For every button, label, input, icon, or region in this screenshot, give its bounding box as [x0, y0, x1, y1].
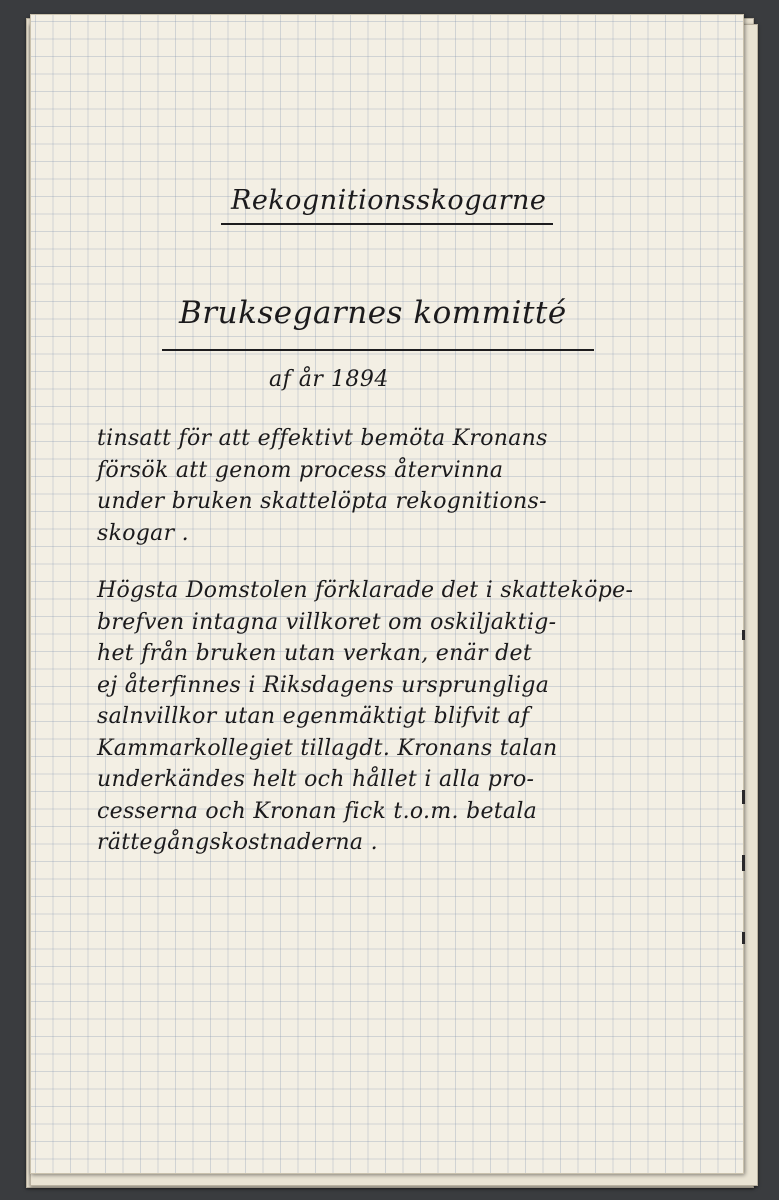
paragraph-line: försök att genom process återvinna — [97, 457, 504, 483]
paragraph-line: ej återfinnes i Riksdagens ursprungliga — [97, 672, 550, 698]
paragraph-line: rättegångskostnaderna . — [97, 830, 378, 855]
edge-ink-mark — [742, 790, 745, 804]
paragraph-line: het från bruken utan verkan, enär det — [97, 641, 532, 666]
paragraph-line: cesserna och Kronan fick t.o.m. betala — [97, 798, 538, 824]
heading-underline — [221, 223, 553, 225]
edge-ink-mark — [742, 932, 745, 944]
paragraph-line: tinsatt för att effektivt bemöta Kronans — [97, 426, 548, 451]
paragraph-line: underkändes helt och hållet i alla pro- — [97, 767, 535, 792]
edge-ink-mark — [742, 855, 745, 871]
paragraph-line: Högsta Domstolen förklarade det i skatteköpe- — [97, 578, 634, 603]
manuscript-page — [30, 14, 744, 1174]
page-subheading: Bruksegarnes kommitté — [179, 295, 567, 331]
edge-ink-mark — [742, 630, 745, 640]
paragraph-line: skogar . — [97, 520, 189, 546]
paragraph-2 — [97, 575, 633, 859]
paragraph-line: Kammarkollegiet tillagdt. Kronans talan — [97, 735, 558, 761]
page-heading: Rekognitionsskogarne — [231, 185, 547, 216]
paragraph-line: under bruken skattelöpta rekognitions- — [97, 489, 547, 514]
year-line: af år 1894 — [269, 367, 389, 392]
paragraph-line: brefven intagna villkoret om oskiljaktig- — [97, 609, 557, 635]
paragraph-line: salnvillkor utan egenmäktigt blifvit af — [97, 704, 530, 729]
subheading-underline — [162, 349, 594, 351]
paragraph-1 — [97, 423, 548, 549]
